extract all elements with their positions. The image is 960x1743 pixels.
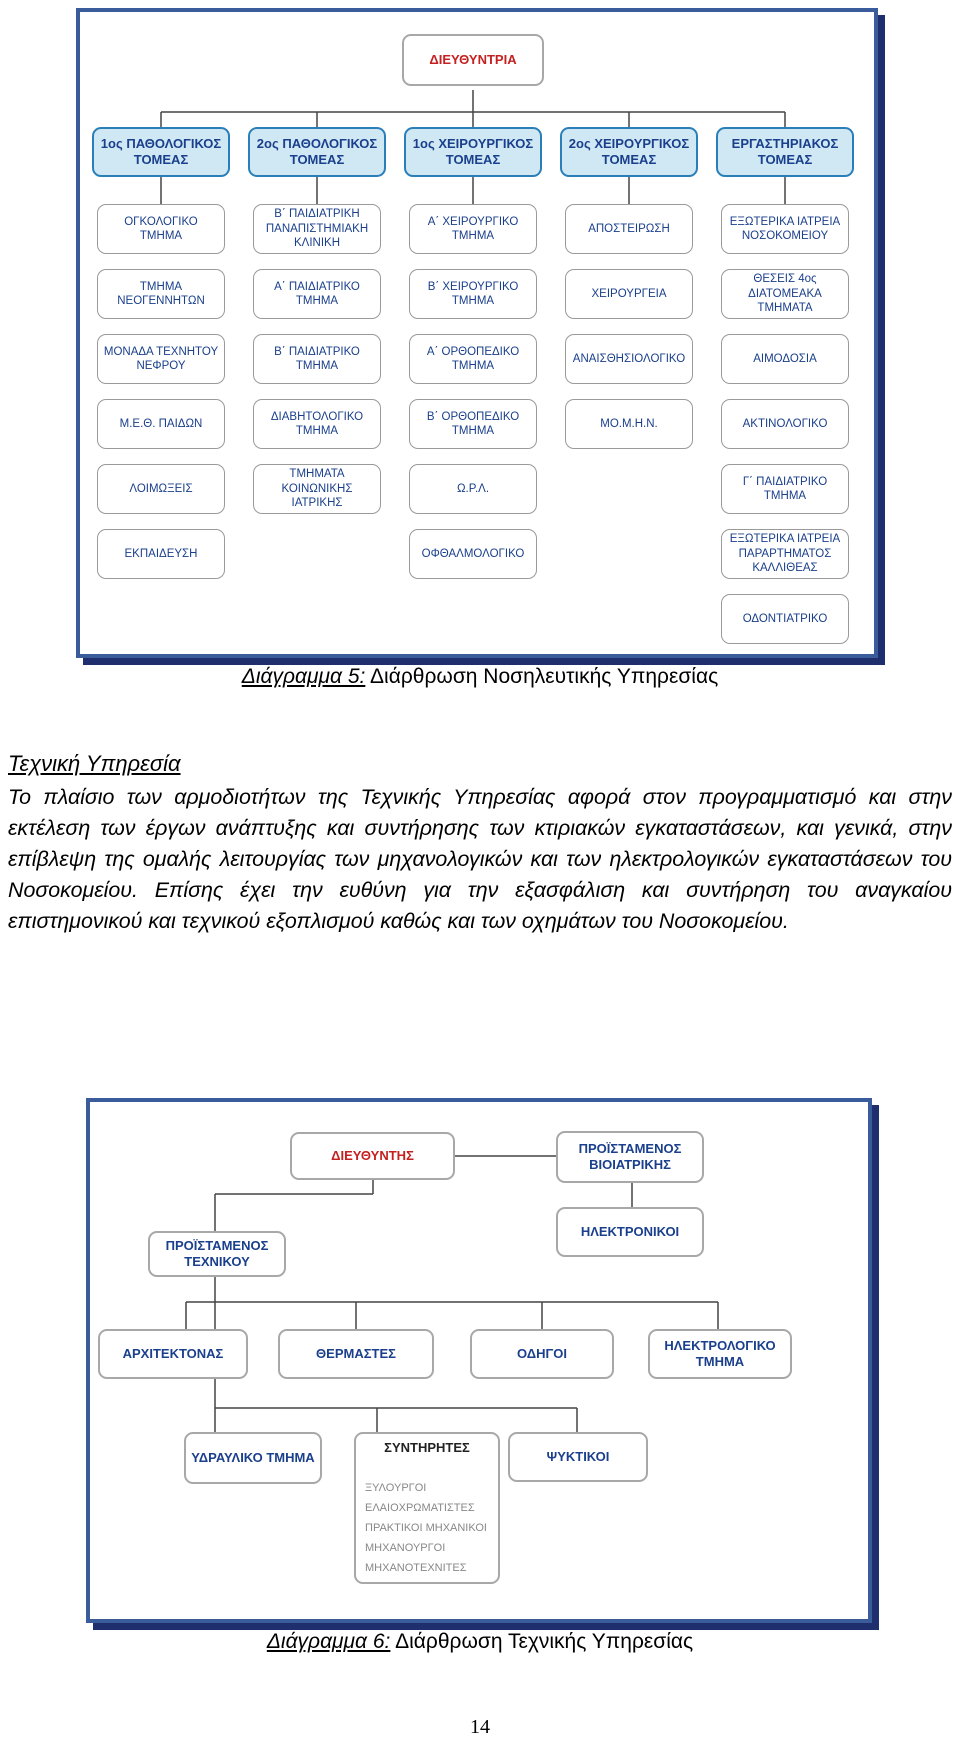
page-number: 14 bbox=[470, 1716, 490, 1738]
section-paragraph: Το πλαίσιο των αρμοδιοτήτων της Τεχνικής Υπηρεσίας αφορά στον προγραμματισμό και στην εκτέλεση των έργων ανάπτυξης και συντήρησης των κτιριακών εγκαταστάσεων, και γενικά, στην επίβλεψη της ομαλής λειτουργίας των μηχανολογικών και των ηλεκτρολογικών εγκαταστάσεων του Νοσοκομείου. Επίσης έχει την ευθύνη για την εξασφάλιση και συντήρηση του αναγκαίου επιστημονικού και τεχνικού εξοπλισμού καθώς και των οχημάτων του Νοσοκομείου. bbox=[8, 785, 952, 933]
plumbing-box: ΥΔΡΑΥΛΙΚΟ ΤΜΗΜΑ bbox=[184, 1432, 322, 1484]
sector-header-1: 1ος ΠΑΘΟΛΟΓΙΚΟΣ ΤΟΜΕΑΣ bbox=[92, 127, 230, 177]
unit-box: ΟΓΚΟΛΟΓΙΚΟ ΤΜΗΜΑ bbox=[97, 204, 225, 254]
electronics-box: ΗΛΕΚΤΡΟΝΙΚΟΙ bbox=[556, 1207, 704, 1257]
unit-box: ΟΦΘΑΛΜΟΛΟΓΙΚΟ bbox=[409, 529, 537, 579]
unit-box: Α΄ ΟΡΘΟΠΕΔΙΚΟ ΤΜΗΜΑ bbox=[409, 334, 537, 384]
list-item: ΠΡΑΚΤΙΚΟΙ ΜΗΧΑΝΙΚΟΙ bbox=[365, 1522, 487, 1534]
refrigeration-box: ΨΥΚΤΙΚΟΙ bbox=[508, 1432, 648, 1482]
unit-box: ΜΟΝΑΔΑ ΤΕΧΝΗΤΟΥ ΝΕΦΡΟΥ bbox=[97, 334, 225, 384]
unit-box: Μ.Ε.Θ. ΠΑΙΔΩΝ bbox=[97, 399, 225, 449]
sector-header-5: ΕΡΓΑΣΤΗΡΙΑΚΟΣ ΤΟΜΕΑΣ bbox=[716, 127, 854, 177]
drivers-box: ΟΔΗΓΟΙ bbox=[470, 1329, 614, 1379]
director-label: ΔΙΕΥΘΥΝΤΡΙΑ bbox=[429, 51, 517, 67]
technical-director-box: ΔΙΕΥΘΥΝΤΗΣ bbox=[290, 1132, 455, 1180]
unit-box: ΧΕΙΡΟΥΡΓΕΙΑ bbox=[565, 269, 693, 319]
unit-box: ΕΞΩΤΕΡΙΚΑ ΙΑΤΡΕΙΑ ΠΑΡΑΡΤΗΜΑΤΟΣ ΚΑΛΛΙΘΕΑΣ bbox=[721, 529, 849, 579]
unit-box: ΟΔΟΝΤΙΑΤΡΙΚΟ bbox=[721, 594, 849, 644]
unit-box: ΔΙΑΒΗΤΟΛΟΓΙΚΟ ΤΜΗΜΑ bbox=[253, 399, 381, 449]
sector-header-2: 2ος ΠΑΘΟΛΟΓΙΚΟΣ ΤΟΜΕΑΣ bbox=[248, 127, 386, 177]
heaters-box: ΘΕΡΜΑΣΤΕΣ bbox=[278, 1329, 434, 1379]
section-heading: Τεχνική Υπηρεσία bbox=[8, 751, 181, 776]
electrical-dept-box: ΗΛΕΚΤΡΟΛΟΓΙΚΟ ΤΜΗΜΑ bbox=[648, 1329, 792, 1379]
unit-box: Α΄ ΧΕΙΡΟΥΡΓΙΚΟ ΤΜΗΜΑ bbox=[409, 204, 537, 254]
unit-box: ΤΜΗΜΑΤΑ ΚΟΙΝΩΝΙΚΗΣ ΙΑΤΡΙΚΗΣ bbox=[253, 464, 381, 514]
director-box bbox=[402, 34, 544, 86]
architect-box: ΑΡΧΙΤΕΚΤΟΝΑΣ bbox=[98, 1329, 248, 1379]
sector-header-4: 2ος ΧΕΙΡΟΥΡΓΙΚΟΣ ΤΟΜΕΑΣ bbox=[560, 127, 698, 177]
maintainers-box: ΣΥΝΤΗΡΗΤΕΣ bbox=[354, 1432, 500, 1584]
caption-diagram-6: Διάγραμμα 6: Διάρθρωση Τεχνικής Υπηρεσίας bbox=[266, 1630, 694, 1653]
unit-box: Β΄ ΧΕΙΡΟΥΡΓΙΚΟ ΤΜΗΜΑ bbox=[409, 269, 537, 319]
unit-box: ΕΚΠΑΙΔΕΥΣΗ bbox=[97, 529, 225, 579]
list-item: ΕΛΑΙΟΧΡΩΜΑΤΙΣΤΕΣ bbox=[365, 1502, 475, 1514]
unit-box: ΑΙΜΟΔΟΣΙΑ bbox=[721, 334, 849, 384]
unit-box: ΑΝΑΙΣΘΗΣΙΟΛΟΓΙΚΟ bbox=[565, 334, 693, 384]
maintainers-list bbox=[365, 1478, 518, 1578]
sector-header-3: 1ος ΧΕΙΡΟΥΡΓΙΚΟΣ ΤΟΜΕΑΣ bbox=[404, 127, 542, 177]
unit-box: ΑΠΟΣΤΕΙΡΩΣΗ bbox=[565, 204, 693, 254]
unit-box: ΜΟ.Μ.Η.Ν. bbox=[565, 399, 693, 449]
caption-diagram-5: Διάγραμμα 5: Διάρθρωση Νοσηλευτικής Υπηρεσίας bbox=[241, 665, 719, 688]
unit-box: Β΄ ΠΑΙΔΙΑΤΡΙΚΗ ΠΑΝΑΠΙΣΤΗΜΙΑΚΗ ΚΛΙΝΙΚΗ bbox=[253, 204, 381, 254]
unit-box: ΑΚΤΙΝΟΛΟΓΙΚΟ bbox=[721, 399, 849, 449]
unit-box: Β΄ ΟΡΘΟΠΕΔΙΚΟ ΤΜΗΜΑ bbox=[409, 399, 537, 449]
unit-box: ΘΕΣΕΙΣ 4ος ΔΙΑΤΟΜΕΑΚΑ ΤΜΗΜΑΤΑ bbox=[721, 269, 849, 319]
unit-box: Β΄ ΠΑΙΔΙΑΤΡΙΚΟ ΤΜΗΜΑ bbox=[253, 334, 381, 384]
technical-head-box: ΠΡΟΪΣΤΑΜΕΝΟΣ ΤΕΧΝΙΚΟΥ bbox=[148, 1231, 286, 1277]
unit-box: ΤΜΗΜΑ ΝΕΟΓΕΝΝΗΤΩΝ bbox=[97, 269, 225, 319]
list-item: ΜΗΧΑΝΟΥΡΓΟΙ bbox=[365, 1542, 446, 1554]
biomedical-head-box: ΠΡΟΪΣΤΑΜΕΝΟΣ ΒΙΟΙΑΤΡΙΚΗΣ bbox=[556, 1131, 704, 1183]
unit-box: Ω.Ρ.Λ. bbox=[409, 464, 537, 514]
list-item: ΞΥΛΟΥΡΓΟΙ bbox=[365, 1482, 427, 1494]
unit-box: Α΄ ΠΑΙΔΙΑΤΡΙΚΟ ΤΜΗΜΑ bbox=[253, 269, 381, 319]
unit-box: Γ΄ ΠΑΙΔΙΑΤΡΙΚΟ ΤΜΗΜΑ bbox=[721, 464, 849, 514]
diagram-5-frame bbox=[76, 8, 878, 658]
unit-box: ΛΟΙΜΩΞΕΙΣ bbox=[97, 464, 225, 514]
list-item: ΜΗΧΑΝΟΤΕΧΝΙΤΕΣ bbox=[365, 1562, 467, 1574]
unit-box: ΕΞΩΤΕΡΙΚΑ ΙΑΤΡΕΙΑ ΝΟΣΟΚΟΜΕΙΟΥ bbox=[721, 204, 849, 254]
